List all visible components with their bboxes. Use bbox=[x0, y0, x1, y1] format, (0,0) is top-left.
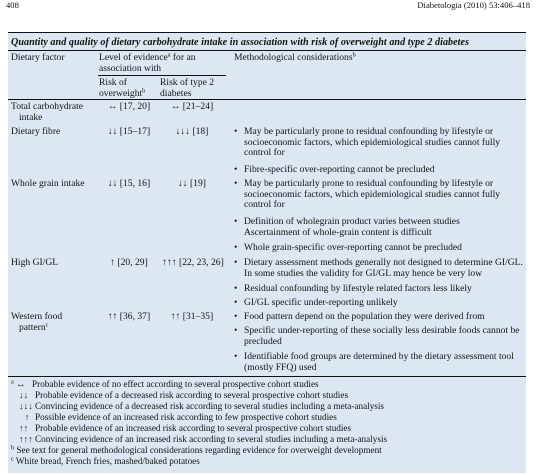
consideration-text: Whole grain-specific over-reporting cannot be precluded bbox=[244, 242, 462, 253]
evidence-symbol: ↑↑ bbox=[19, 423, 29, 433]
evidence-symbol: ↑ bbox=[24, 412, 30, 422]
footnote-symbol-line bbox=[11, 390, 348, 400]
evidence-symbol: ↑↑↑ bbox=[19, 434, 33, 444]
consideration-item bbox=[234, 217, 524, 238]
consideration-text: Food pattern depend on the population they were derived from bbox=[244, 311, 485, 322]
factor-line-2: intake bbox=[19, 111, 43, 123]
row-whole-grain-diabetes: ↓↓ [19] bbox=[178, 178, 206, 189]
consideration-text: Definition of wholegrain product varies between studies Ascertainment of whole-grain content is difficult bbox=[244, 216, 460, 238]
header-evidence-text-2: for an bbox=[170, 52, 196, 63]
footnote-text: Probable evidence of an increased risk according to several prospective cohort studies bbox=[35, 423, 352, 433]
footnote-text: Convincing evidence of an increased risk according to several studies including a meta-analysis bbox=[35, 434, 388, 444]
consideration-item bbox=[234, 284, 524, 295]
factor-line-1: Western food bbox=[11, 311, 63, 322]
consideration-item bbox=[234, 258, 524, 279]
bullet: • bbox=[234, 216, 238, 227]
header-risk-diabetes bbox=[160, 78, 214, 99]
header-level-of-evidence bbox=[99, 53, 196, 74]
consideration-text: Dietary assessment methods generally not designed to determine GI/GL. In some studies the validity for GI/GL may hence be very low bbox=[244, 257, 523, 279]
consideration-text: Specific under-reporting of these socially less desirable foods cannot be precluded bbox=[244, 325, 520, 347]
consideration-item bbox=[234, 326, 524, 347]
table-box bbox=[8, 32, 526, 473]
footnote-text: Possible evidence of an increased risk according to few prospective cohort studies bbox=[35, 412, 337, 422]
row-whole-grain-factor: Whole grain intake bbox=[11, 178, 85, 189]
row-western-food-pattern-factor bbox=[11, 312, 62, 333]
row-western-food-pattern-diabetes: ↑↑ [31–35] bbox=[170, 311, 214, 322]
row-high-gi-gl-diabetes: ↑↑↑ [22, 23, 26] bbox=[162, 257, 224, 268]
factor-sup: c bbox=[45, 321, 49, 329]
header-diabetes-line-1: Risk of type 2 bbox=[160, 77, 215, 88]
evidence-symbol: ↓↓ bbox=[19, 390, 29, 400]
row-whole-grain-overweight: ↓↓ [15, 16] bbox=[107, 178, 151, 189]
footnote-c bbox=[11, 456, 200, 466]
bullet: • bbox=[234, 283, 238, 294]
footnote-b bbox=[11, 445, 382, 455]
header-evidence-line-3: association with bbox=[99, 62, 162, 74]
header-overweight-line-2: overweight bbox=[99, 87, 143, 99]
footnote-mark: b bbox=[11, 444, 15, 452]
running-head bbox=[6, 1, 530, 13]
header-evidence-sup: a bbox=[167, 51, 171, 59]
header-overweight-sup: b bbox=[142, 87, 146, 95]
header-method-sup: b bbox=[352, 51, 356, 59]
consideration-item bbox=[234, 298, 524, 309]
consideration-text: Fibre-specific over-reporting cannot be precluded bbox=[244, 164, 435, 175]
footnote-symbol-line bbox=[11, 412, 337, 422]
row-high-gi-gl-factor: High GI/GL bbox=[11, 257, 59, 268]
consideration-text: May be particularly prone to residual confounding by lifestyle or socioeconomic factors, which epidemiological studies cannot fully control for bbox=[244, 178, 501, 211]
bullet: • bbox=[234, 164, 238, 175]
bullet: • bbox=[234, 297, 238, 308]
footnote-mark: a bbox=[11, 378, 14, 386]
consideration-item bbox=[234, 179, 524, 211]
bullet: • bbox=[234, 311, 238, 322]
header-rule bbox=[8, 99, 526, 100]
consideration-item bbox=[234, 165, 524, 176]
header-dietary-factor: Dietary factor bbox=[11, 52, 65, 63]
factor-line-1: Total carbohydrate bbox=[11, 101, 84, 112]
table-title: Quantity and quality of dietary carbohydrate intake in association with risk of overweight and type 2 diabetes bbox=[11, 37, 470, 48]
footnote-text: Probable evidence of a decreased risk according to several prospective cohort studies bbox=[35, 390, 349, 400]
bullet: • bbox=[234, 257, 238, 268]
footnote-text: See text for general methodological considerations regarding evidence for overweight development bbox=[16, 445, 382, 455]
row-total-carbohydrate-overweight: ↔ [17, 20] bbox=[107, 101, 151, 112]
row-dietary-fibre-factor: Dietary fibre bbox=[11, 126, 61, 137]
row-dietary-fibre-overweight: ↓↓ [15–17] bbox=[107, 126, 151, 137]
consideration-item bbox=[234, 243, 524, 254]
bullet: • bbox=[234, 178, 238, 189]
footnote-symbol-line bbox=[11, 423, 351, 433]
consideration-text: Identifiable food groups are determined by the dietary assessment tool (mostly FFQ) used bbox=[244, 351, 514, 373]
evidence-symbol: ↔ bbox=[16, 379, 26, 389]
footnote-rule bbox=[8, 376, 526, 377]
header-diabetes-line-2: diabetes bbox=[160, 87, 192, 99]
footnote-symbol-line bbox=[11, 401, 384, 411]
row-total-carbohydrate-diabetes: ↔ [21–24] bbox=[170, 101, 214, 112]
subheader-rule bbox=[98, 75, 226, 76]
evidence-symbol: ↓↓↓ bbox=[19, 401, 33, 411]
consideration-text: GI/GL specific under-reporting unlikely bbox=[244, 297, 398, 308]
header-method-text: Methodological considerations bbox=[234, 52, 353, 63]
bullet: • bbox=[234, 351, 238, 362]
header-evidence-text: Level of evidence bbox=[99, 52, 168, 63]
consideration-item bbox=[234, 127, 524, 159]
row-total-carbohydrate-factor bbox=[11, 102, 83, 123]
bullet: • bbox=[234, 126, 238, 137]
consideration-text: Residual confounding by lifestyle related factors less likely bbox=[244, 283, 472, 294]
footnote-text: White bread, French fries, mashed/baked potatoes bbox=[15, 456, 200, 466]
bullet: • bbox=[234, 242, 238, 253]
footnote-text: Probable evidence of no effect according to several prospective cohort studies bbox=[32, 379, 319, 389]
footnote-symbol-line bbox=[11, 434, 387, 444]
footnote-a bbox=[11, 379, 319, 389]
footnote-mark: c bbox=[11, 455, 14, 463]
journal-citation: Diabetologia (2010) 53:406–418 bbox=[417, 0, 530, 10]
row-dietary-fibre-diabetes: ↓↓↓ [18] bbox=[175, 126, 209, 137]
page-number: 408 bbox=[6, 0, 19, 10]
header-risk-overweight bbox=[99, 78, 145, 99]
consideration-item bbox=[234, 312, 524, 323]
bullet: • bbox=[234, 325, 238, 336]
row-high-gi-gl-overweight: ↑ [20, 29] bbox=[110, 257, 148, 268]
consideration-text: May be particularly prone to residual confounding by lifestyle or socioeconomic factors, which epidemiological studies cannot fully control for bbox=[244, 126, 501, 159]
header-overweight-line-1: Risk of bbox=[99, 77, 127, 88]
footnote-text: Convincing evidence of a decreased risk according to several studies including a meta-analysis bbox=[35, 401, 385, 411]
title-rule bbox=[8, 50, 526, 51]
factor-line-2: pattern bbox=[19, 321, 46, 333]
consideration-item bbox=[234, 352, 524, 373]
header-methodological-considerations bbox=[234, 53, 356, 64]
row-western-food-pattern-overweight: ↑↑ [36, 37] bbox=[107, 311, 151, 322]
